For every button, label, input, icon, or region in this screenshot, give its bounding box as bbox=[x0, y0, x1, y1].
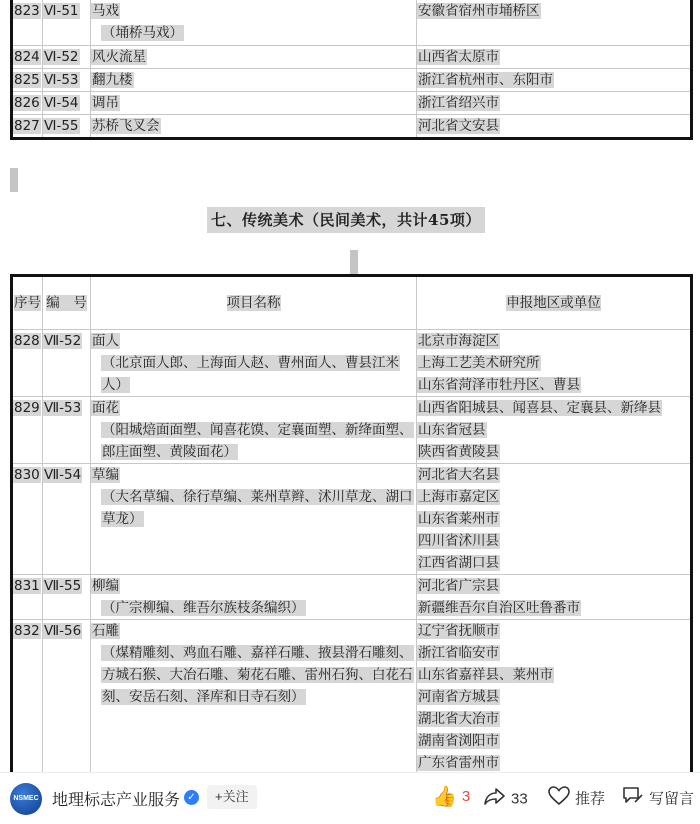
seq-cell: 827 bbox=[12, 114, 43, 138]
follow-button[interactable]: +关注 bbox=[207, 785, 257, 809]
cell-line: 河北省文安县 bbox=[418, 117, 499, 134]
table-row bbox=[12, 68, 692, 91]
cell-line: 刻、安岳石刻、泽库和日寺石刻） bbox=[102, 689, 305, 705]
cell-line: 上海工艺美术研究所 bbox=[418, 355, 540, 371]
cell-line: 郎庄面塑、黄陵面花） bbox=[102, 444, 237, 460]
comment-label: 写留言 bbox=[649, 790, 695, 808]
cell-line: 方城石猴、大冶石雕、菊花石雕、雷州石狗、白花石 bbox=[102, 667, 413, 683]
cell-line: 浙江省临安市 bbox=[418, 645, 499, 661]
region-cell bbox=[417, 91, 692, 114]
cell-line: 草龙） bbox=[102, 511, 143, 527]
thumbs-up-icon: 👍 bbox=[432, 786, 457, 809]
name-cell bbox=[91, 91, 417, 114]
region-cell bbox=[417, 114, 692, 138]
code-cell: Ⅶ-56 bbox=[43, 620, 91, 773]
section-title: 七、传统美术（民间美术，共计45项） bbox=[207, 207, 485, 233]
article-footer-bar bbox=[0, 772, 700, 824]
account-avatar[interactable]: NSMEC bbox=[10, 783, 42, 815]
cell-line: 浙江省杭州市、东阳市 bbox=[418, 71, 553, 88]
like-button[interactable] bbox=[432, 786, 470, 808]
account-name[interactable]: 地理标志产业服务 bbox=[52, 792, 181, 809]
code-cell: Ⅶ-53 bbox=[43, 397, 91, 464]
seq-cell: 824 bbox=[12, 45, 43, 68]
table-header-row bbox=[12, 276, 692, 330]
seq-cell: 825 bbox=[12, 68, 43, 91]
cell-line: 马戏 bbox=[92, 3, 119, 19]
code-cell: Ⅶ-55 bbox=[43, 575, 91, 620]
cell-line: 山东省冠县 bbox=[418, 422, 486, 438]
seq-cell: 823 bbox=[14, 3, 40, 19]
cell-line: 苏桥飞叉会 bbox=[92, 117, 160, 134]
name-cell bbox=[91, 45, 417, 68]
table-row bbox=[12, 330, 692, 397]
cell-line: 北京市海淀区 bbox=[418, 333, 499, 349]
name-cell bbox=[91, 464, 417, 575]
table-row bbox=[12, 114, 692, 138]
cell-line: （埇桥马戏） bbox=[102, 25, 183, 41]
cell-line: 浙江省绍兴市 bbox=[418, 94, 499, 111]
table-row bbox=[12, 620, 692, 773]
code-cell: Ⅶ-52 bbox=[43, 330, 91, 397]
code-cell: Ⅵ-53 bbox=[43, 68, 91, 91]
cell-line: 江西省湖口县 bbox=[418, 555, 499, 571]
comment-button[interactable] bbox=[622, 786, 694, 808]
table-row bbox=[12, 91, 692, 114]
name-cell bbox=[91, 0, 417, 45]
region-cell bbox=[417, 45, 692, 68]
table-row bbox=[12, 0, 692, 45]
cell-line: （广宗柳编、维吾尔族枝条编织） bbox=[102, 600, 305, 616]
seq-cell: 828 bbox=[12, 330, 43, 397]
region-cell bbox=[417, 68, 692, 91]
region-cell bbox=[417, 330, 692, 397]
region-cell bbox=[417, 464, 692, 575]
cell-line: 人） bbox=[102, 377, 129, 393]
recommend-label: 推荐 bbox=[575, 790, 606, 808]
cell-line: 柳编 bbox=[92, 578, 119, 594]
header-code: 编 号 bbox=[43, 276, 91, 330]
share-arrow-icon bbox=[484, 786, 506, 813]
cell-line: 陕西省黄陵县 bbox=[418, 444, 499, 460]
name-cell bbox=[91, 114, 417, 138]
heritage-table bbox=[10, 274, 693, 772]
name-cell bbox=[91, 575, 417, 620]
comment-edit-icon bbox=[622, 786, 644, 813]
cell-line: 调吊 bbox=[92, 94, 119, 111]
table-row bbox=[12, 575, 692, 620]
selection-mark bbox=[10, 168, 18, 192]
seq-cell: 826 bbox=[12, 91, 43, 114]
region-cell bbox=[417, 397, 692, 464]
cell-line: 面花 bbox=[92, 400, 119, 416]
cell-line: 翻九楼 bbox=[92, 71, 133, 88]
code-cell: Ⅵ-51 bbox=[43, 0, 91, 45]
seq-cell: 830 bbox=[12, 464, 43, 575]
like-count: 3 bbox=[461, 788, 471, 805]
cell-line: （北京面人郎、上海面人赵、曹州面人、曹县江米 bbox=[102, 355, 399, 371]
cell-line: （煤精雕刻、鸡血石雕、嘉祥石雕、掖县滑石雕刻、 bbox=[102, 645, 413, 661]
top-table bbox=[10, 0, 693, 140]
header-region: 申报地区或单位 bbox=[417, 276, 692, 330]
cell-line: （阳城焙面面塑、闻喜花馍、定襄面塑、新绛面塑、 bbox=[102, 422, 413, 438]
seq-cell: 832 bbox=[12, 620, 43, 773]
table-row bbox=[12, 464, 692, 575]
cell-line: 石雕 bbox=[92, 623, 119, 639]
cell-line: 面人 bbox=[92, 333, 119, 349]
cell-line: 山西省太原市 bbox=[418, 48, 499, 65]
verified-check-icon: ✓ bbox=[184, 790, 199, 805]
cell-line: 草编 bbox=[92, 467, 119, 483]
name-cell bbox=[91, 620, 417, 773]
cell-line: 湖北省大冶市 bbox=[418, 711, 499, 727]
region-cell bbox=[417, 620, 692, 773]
cell-line: 山东省嘉祥县、莱州市 bbox=[418, 667, 553, 683]
cell-line: 安徽省宿州市埇桥区 bbox=[418, 3, 540, 19]
cell-line: 广东省雷州市 bbox=[418, 755, 499, 771]
cell-line: （大名草编、徐行草编、莱州草辫、沭川草龙、湖口 bbox=[102, 489, 413, 505]
code-cell: Ⅵ-54 bbox=[43, 91, 91, 114]
heart-icon bbox=[548, 786, 570, 813]
cell-line: 山东省莱州市 bbox=[418, 511, 499, 527]
cell-line: 四川省沭川县 bbox=[418, 533, 499, 549]
share-button[interactable] bbox=[484, 786, 528, 808]
share-count: 33 bbox=[511, 790, 528, 808]
cell-line: 河北省大名县 bbox=[418, 467, 499, 483]
cell-line: 新疆维吾尔自治区吐鲁番市 bbox=[418, 600, 580, 616]
cell-line: 山西省阳城县、闻喜县、定襄县、新绛县 bbox=[418, 400, 661, 416]
cell-line: 风火流星 bbox=[92, 48, 146, 65]
cell-line: 河北省广宗县 bbox=[418, 578, 499, 594]
code-cell: Ⅶ-54 bbox=[43, 464, 91, 575]
name-cell bbox=[91, 68, 417, 91]
cell-line: 上海市嘉定区 bbox=[418, 489, 499, 505]
cell-line: 河南省方城县 bbox=[418, 689, 499, 705]
name-cell bbox=[91, 330, 417, 397]
table-row bbox=[12, 397, 692, 464]
seq-cell: 831 bbox=[12, 575, 43, 620]
header-seq: 序号 bbox=[12, 276, 43, 330]
cell-line: 山东省菏泽市牡丹区、曹县 bbox=[418, 377, 580, 393]
header-name: 项目名称 bbox=[91, 276, 417, 330]
name-cell bbox=[91, 397, 417, 464]
table-row bbox=[12, 45, 692, 68]
cell-line: 湖南省浏阳市 bbox=[418, 733, 499, 749]
region-cell bbox=[417, 575, 692, 620]
selection-mark bbox=[350, 250, 358, 274]
cell-line: 辽宁省抚顺市 bbox=[418, 623, 499, 639]
seq-cell: 829 bbox=[12, 397, 43, 464]
code-cell: Ⅵ-55 bbox=[43, 114, 91, 138]
region-cell bbox=[417, 0, 692, 45]
recommend-button[interactable] bbox=[548, 786, 605, 808]
code-cell: Ⅵ-52 bbox=[43, 45, 91, 68]
